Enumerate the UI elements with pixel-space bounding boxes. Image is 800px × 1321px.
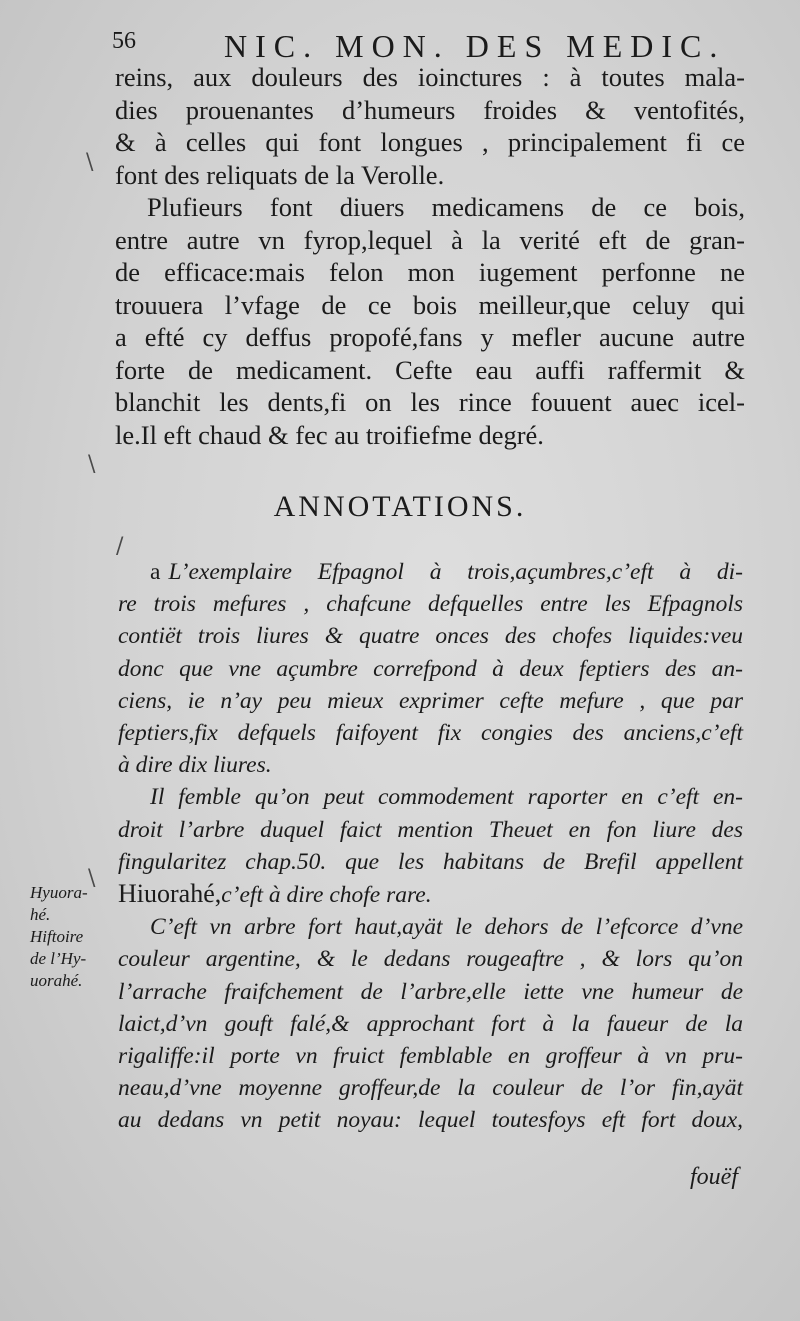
margin-note-line: de l’Hy-: [30, 949, 87, 968]
note-mark: a: [150, 559, 161, 585]
annotation-line: feptiers,fix defquels faifoyent fix congies des anciens,c’eft: [118, 720, 743, 747]
annotation-line: [118, 878, 743, 911]
margin-tick-mark: \: [88, 452, 96, 477]
annotation-line: fingularitez chap.50. que les habitans de Brefil appellent: [118, 848, 743, 875]
annotation-line: couleur argentine, & le dedans rougeaftre , & lors qu’on: [118, 946, 743, 973]
upright-word: Hiuorahé,: [118, 879, 222, 909]
annotation-text: [118, 556, 743, 1137]
section-heading: ANNOTATIONS.: [273, 490, 527, 523]
annotation-line: au dedans vn petit noyau: lequel toutesfoys eft fort doux,: [118, 1107, 743, 1134]
annotation-line: [118, 556, 743, 588]
page-header: [112, 22, 752, 62]
text-line: dies prouenantes d’humeurs froides & ventofités,: [115, 94, 745, 125]
margin-tick-mark: \: [86, 150, 94, 175]
annotation-line: re trois mefures , chafcune defquelles entre les Efpagnols: [118, 591, 743, 618]
margin-tick-mark: /: [116, 534, 124, 559]
margin-note-line: hé.: [30, 905, 51, 924]
catchword: fouëf: [690, 1164, 738, 1190]
text-line: reins, aux douleurs des ioinctures : à toutes mala-: [115, 62, 745, 92]
text-line: a efté cy deffus propofé,fans y mefler aucune autre: [115, 322, 745, 352]
text-line: font des reliquats de la Verolle.: [115, 159, 445, 190]
running-head: NIC. MON. DES MEDIC.: [224, 28, 726, 64]
text-line: & à celles qui font longues , principalement fi ce: [115, 127, 745, 157]
annotation-line: à dire dix liures.: [118, 752, 272, 779]
text-line: blanchit les dents,fi on les rince fouuent auec icel-: [115, 387, 745, 417]
text-line: forte de medicament. Cefte eau auffi raffermit &: [115, 354, 745, 385]
main-text: [115, 61, 745, 451]
annotation-line-text: L’exemplaire Efpagnol à trois,açumbres,c’eft à di-: [168, 559, 743, 585]
text-line: le.Il eft chaud & fec au troifiefme degré.: [115, 419, 544, 450]
annotation-line: C’eft vn arbre fort haut,ayät le dehors de l’efcorce d’vne: [150, 914, 743, 941]
annotation-line: droit l’arbre duquel faict mention Theuet en fon liure des: [118, 816, 743, 843]
annotation-line: Il femble qu’on peut commodement raporter en c’eft en-: [150, 784, 743, 811]
margin-note-line: Hyuora-: [30, 883, 88, 902]
annotation-line: rigaliffe:il porte vn fruict femblable en groffeur à vn pru-: [118, 1043, 743, 1070]
text-line: trouuera l’vfage de ce bois meilleur,que celuy qui: [115, 289, 745, 320]
margin-note-line: Hiftoire: [30, 927, 84, 946]
annotation-line: laict,d’vn gouft falé,& approchant fort à la faueur de la: [118, 1010, 743, 1037]
text-line: de efficace:mais felon mon iugement perfonne ne: [115, 257, 745, 287]
margin-notes: [30, 882, 110, 992]
margin-note-line: uorahé.: [30, 971, 83, 990]
annotation-line-text: c’eft à dire chofe rare.: [221, 882, 432, 909]
annotation-line: donc que vne açumbre correfpond à deux feptiers des an-: [118, 655, 743, 682]
annotation-line: contiët trois liures & quatre onces des chofes liquides:veu: [118, 623, 743, 650]
text-line: entre autre vn fyrop,lequel à la verité eft de gran-: [115, 224, 745, 255]
margin-tick-mark: \: [88, 866, 96, 891]
text-line: Plufieurs font diuers medicamens de ce bois,: [147, 192, 745, 222]
annotation-line: neau,d’vne moyenne groffeur,de la couleur de l’or fin,ayät: [118, 1075, 743, 1102]
annotation-line: l’arrache fraifchement de l’arbre,elle iette vne humeur de: [118, 978, 743, 1005]
page-number: 56: [112, 28, 136, 54]
annotation-line: ciens, ie n’ay peu mieux exprimer cefte mefure , que par: [118, 687, 743, 714]
